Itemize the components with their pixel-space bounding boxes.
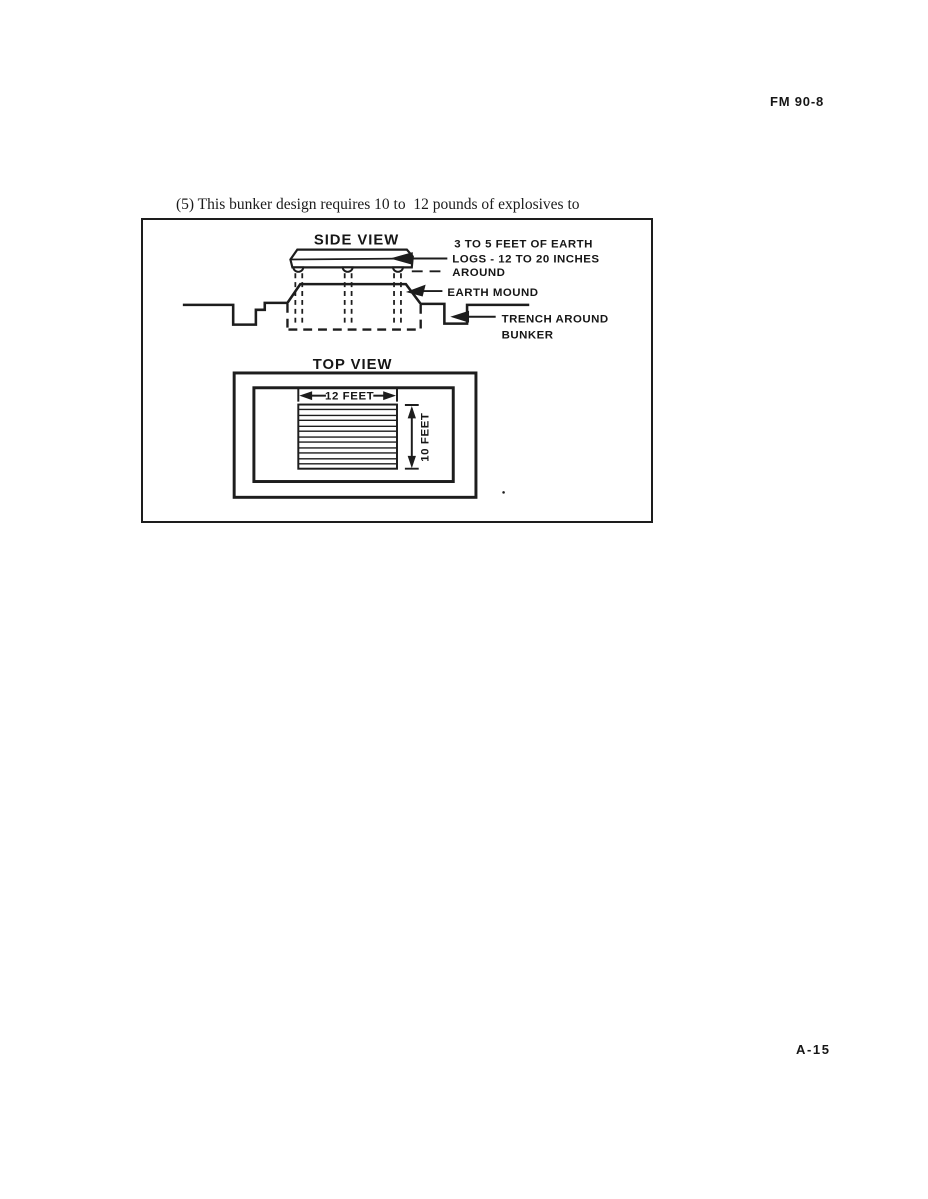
dim-height-label: 10 FEET <box>419 412 432 462</box>
side-view-title: SIDE VIEW <box>313 232 400 249</box>
label-trench-around: TRENCH AROUND <box>501 313 609 326</box>
label-earth-mound: EARTH MOUND <box>447 286 539 299</box>
label-bunker: BUNKER <box>501 329 554 342</box>
top-view-title: TOP VIEW <box>312 357 393 374</box>
dim-width-label: 12 FEET <box>324 390 375 403</box>
trench-arrowhead <box>450 311 469 323</box>
buried-bunker-outline <box>287 304 420 330</box>
page-number: A-15 <box>796 1042 831 1057</box>
bunker-figure-svg <box>143 220 651 521</box>
scan-speck <box>502 491 505 494</box>
support-posts <box>295 273 401 326</box>
label-around: AROUND <box>452 267 506 280</box>
label-logs: LOGS - 12 TO 20 INCHES <box>452 253 600 266</box>
paragraph-line-1: (5) This bunker design requires 10 to 12 pounds of explosives to <box>176 196 580 213</box>
label-earth-depth: 3 TO 5 FEET OF EARTH <box>454 238 593 251</box>
figure-frame <box>141 218 653 523</box>
document-id: FM 90-8 <box>770 94 825 109</box>
